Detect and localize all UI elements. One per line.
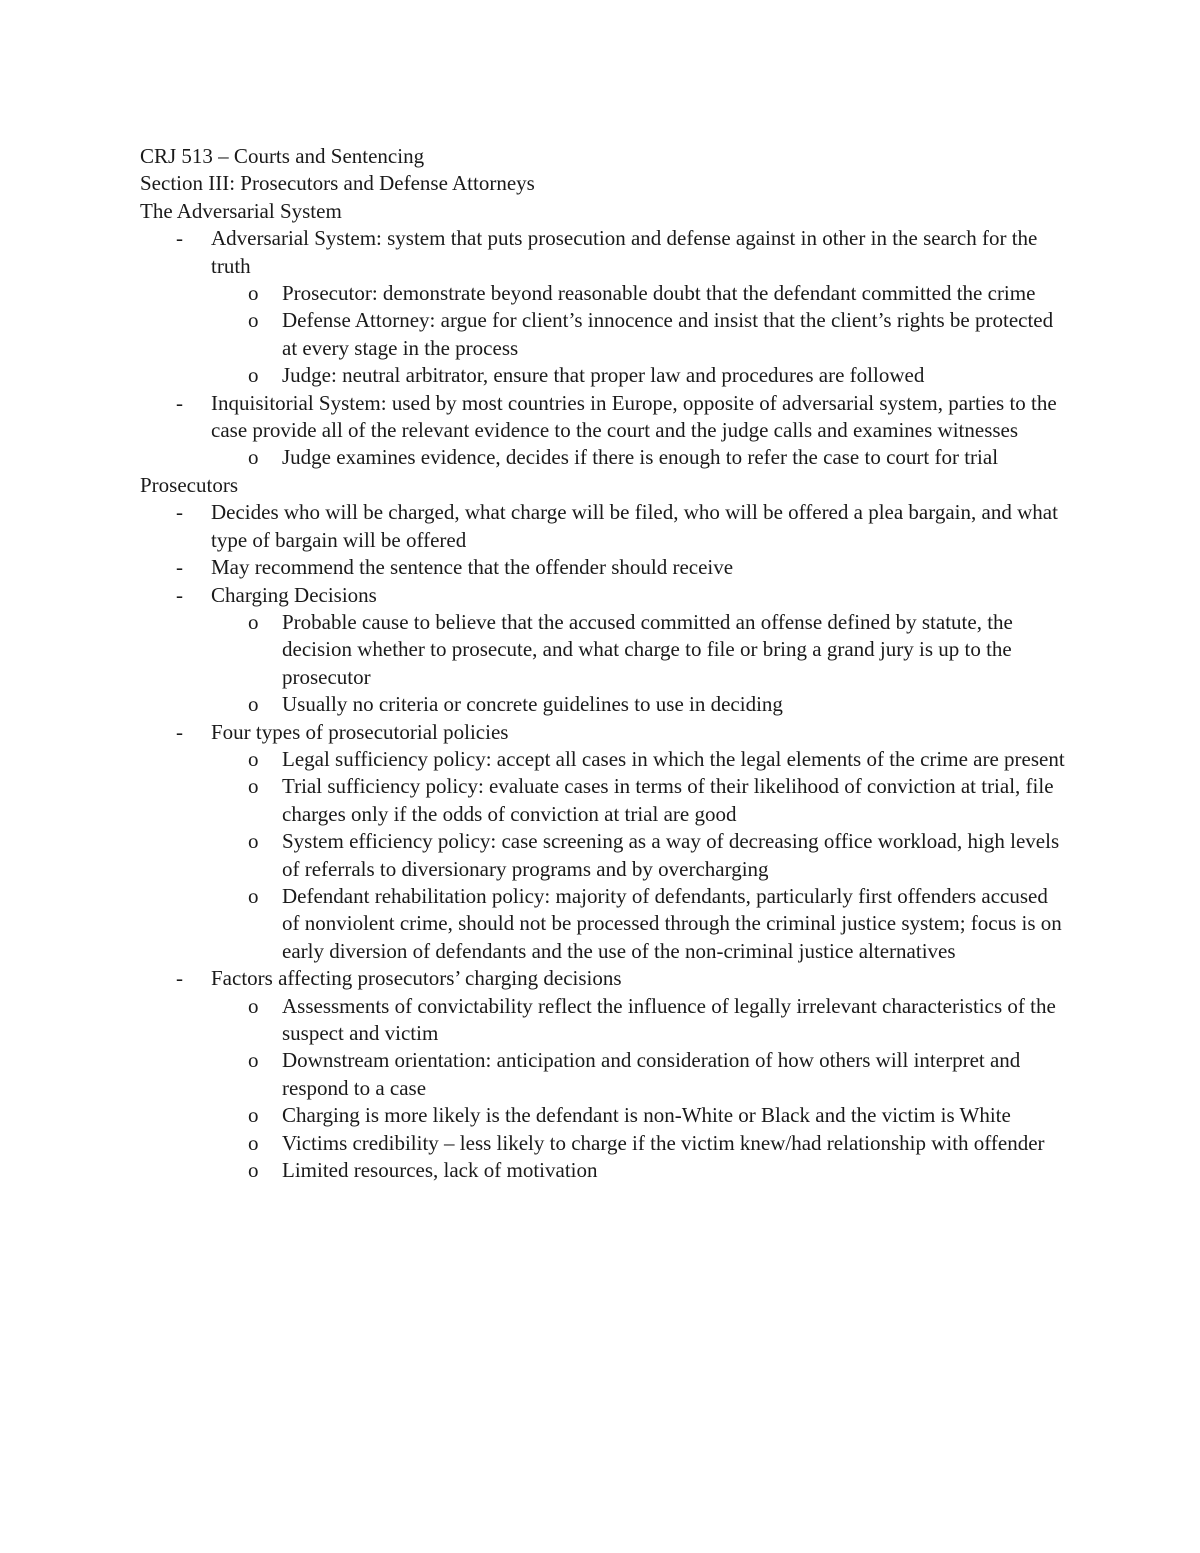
section-title: Section III: Prosecutors and Defense Attorneys [140,171,535,196]
sub-bullet-text: Charging is more likely is the defendant is non-White or Black and the victim is White [282,1103,1011,1128]
course-title: CRJ 513 – Courts and Sentencing [140,144,425,168]
section-prosecutors [140,472,1070,1185]
circle-marker: o [248,1158,259,1183]
sub-bullet-text: Limited resources, lack of motivation [282,1158,598,1183]
dash-marker: - [176,500,183,525]
sub-bullet-text: Usually no criteria or concrete guidelines to use in deciding [282,692,783,717]
bullet-text: Charging Decisions [211,582,377,607]
sub-bullet-text: Victims credibility – less likely to charge if the victim knew/had relationship with offender [282,1130,1045,1155]
bullet-item [140,225,1070,280]
sub-bullet-text: Judge: neutral arbitrator, ensure that proper law and procedures are followed [282,363,925,388]
sub-bullet-item [140,691,1070,718]
bullet-text: May recommend the sentence that the offender should receive [211,555,734,580]
bullet-text: Decides who will be charged, what charge will be filed, who will be offered a plea bargain, and what type of bargain will be offered [211,500,1058,552]
sub-bullet-item [140,746,1070,773]
sub-bullet-item [140,883,1070,965]
sub-bullet-text: Legal sufficiency policy: accept all cases in which the legal elements of the crime are present [282,746,1065,771]
sub-bullet-text: Defense Attorney: argue for client’s innocence and insist that the client’s rights be protected at every stage in the process [282,308,1054,360]
sub-bullet-item [140,1102,1070,1129]
sub-bullet-item [140,609,1070,691]
circle-marker: o [248,829,259,854]
sub-bullet-item [140,1047,1070,1102]
circle-marker: o [248,692,259,717]
dash-marker: - [176,555,183,580]
sub-bullet-item [140,1130,1070,1157]
dash-marker: - [176,226,183,251]
bullet-text: Four types of prosecutorial policies [211,719,509,744]
bullet-item [140,390,1070,445]
bullet-item [140,965,1070,992]
section-adversarial [140,198,1070,472]
dash-marker: - [176,719,183,744]
sub-bullet-item [140,993,1070,1048]
sub-bullet-text: Trial sufficiency policy: evaluate cases in terms of their likelihood of conviction at trial, file charges only if the odds of conviction at trial are good [282,774,1054,826]
circle-marker: o [248,281,259,306]
bullet-item [140,719,1070,746]
circle-marker: o [248,609,259,634]
dash-marker: - [176,966,183,991]
bullet-item [140,499,1070,554]
sub-bullet-text: Downstream orientation: anticipation and consideration of how others will interpret and respond to a case [282,1048,1021,1100]
bullet-text: Inquisitorial System: used by most countries in Europe, opposite of adversarial system, parties to the case provide all of the relevant evidence to the court and the judge calls and examines witnesses [211,390,1057,443]
sub-bullet-text: Judge examines evidence, decides if there is enough to refer the case to court for trial [282,445,999,470]
circle-marker: o [248,445,259,470]
circle-marker: o [248,774,259,799]
dash-marker: - [176,390,183,415]
sub-bullet-item [140,444,1070,471]
sub-bullet-item [140,362,1070,389]
sub-bullet-item [140,280,1070,307]
circle-marker: o [248,308,259,333]
heading-prosecutors: Prosecutors [140,472,238,497]
document-body [140,143,1070,1184]
circle-marker: o [248,363,259,388]
heading-adversarial: The Adversarial System [140,198,342,223]
sub-bullet-item [140,773,1070,828]
bullet-item [140,554,1070,581]
dash-marker: - [176,582,183,607]
bullet-text: Adversarial System: system that puts prosecution and defense against in other in the search for the truth [211,226,1038,278]
sub-bullet-item [140,828,1070,883]
circle-marker: o [248,1048,259,1073]
circle-marker: o [248,993,259,1018]
circle-marker: o [248,1130,259,1155]
adversarial-list [140,225,1070,472]
sub-bullet-item [140,1157,1070,1184]
sub-bullet-item [140,307,1070,362]
sub-bullet-text: Prosecutor: demonstrate beyond reasonable doubt that the defendant committed the crime [282,281,1036,306]
sub-bullet-text: System efficiency policy: case screening as a way of decreasing office workload, high levels of referrals to diversionary programs and by overcharging [282,829,1060,881]
sub-bullet-text: Defendant rehabilitation policy: majority of defendants, particularly first offenders accused of nonviolent crime, should not be processed through the criminal justice system; focus is on early diversion of defendants and the use of the non-criminal justice alternatives [282,883,1062,963]
prosecutors-list [140,499,1070,1184]
sub-bullet-text: Assessments of convictability reflect the influence of legally irrelevant characteristics of the suspect and victim [282,993,1056,1045]
bullet-text: Factors affecting prosecutors’ charging decisions [211,966,622,991]
circle-marker: o [248,883,259,908]
bullet-item [140,582,1070,609]
circle-marker: o [248,1103,259,1128]
circle-marker: o [248,746,259,771]
sub-bullet-text: Probable cause to believe that the accused committed an offense defined by statute, the decision whether to prosecute, and what charge to file or bring a grand jury is up to the prosecutor [282,609,1013,689]
